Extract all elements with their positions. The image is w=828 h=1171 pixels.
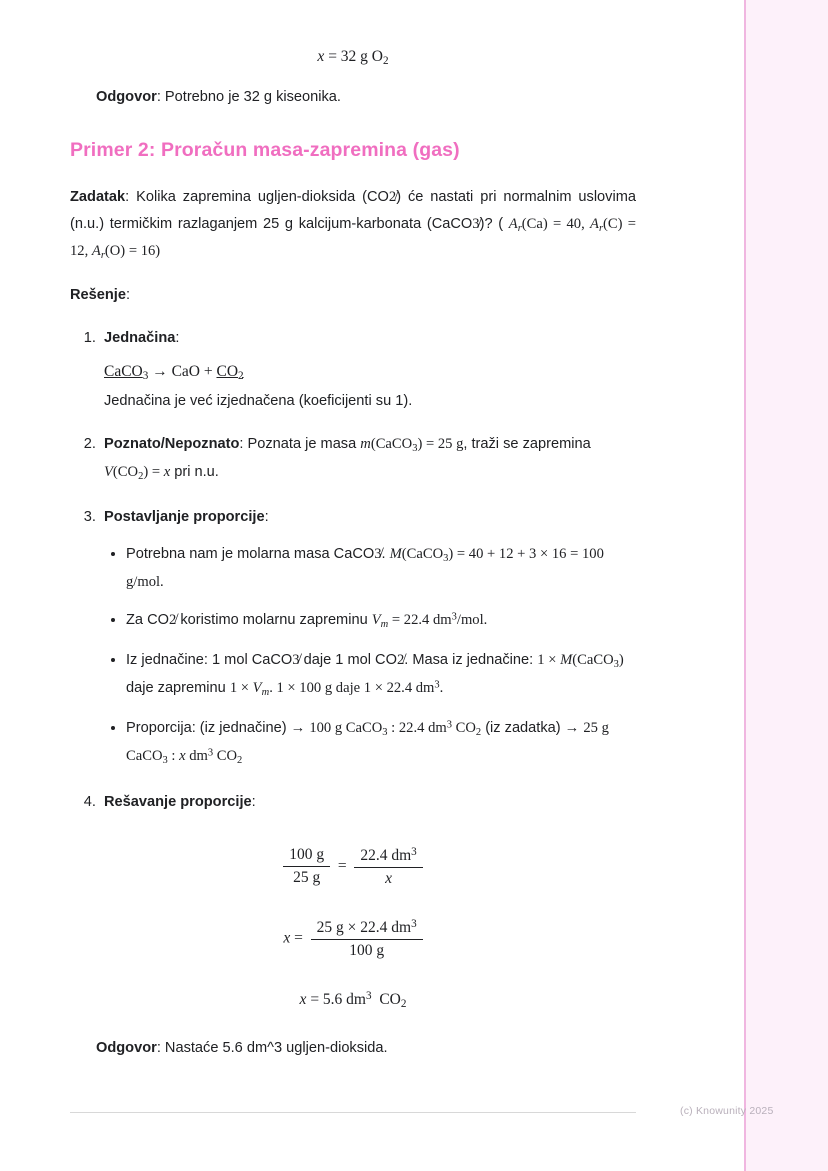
step-3-title: Postavljanje proporcije	[104, 509, 265, 526]
bullet-molar-mass: • Potrebna nam je molarna masa CaCO3̸. M(CaCO$_3$) = 40 + 12 + 3 × 16 = 100 g/mol.	[126, 541, 636, 595]
task-label: Zadatak	[70, 189, 126, 206]
task-constants: $A_r(Ca) = 40$, $A_r(C) = 12$, $A_r(O) = 16$)	[70, 216, 636, 262]
answer-previous-label: Odgovor	[96, 89, 157, 106]
decorative-right-strip	[744, 0, 828, 1171]
step-equation: 1. Jednačina: CaCO$_3$ → CaO + $CO_2$ Jednačina je već izjednačena (koeficijenti su 1).	[100, 325, 636, 414]
solution-label: Rešenje	[70, 286, 126, 303]
step-1-title: Jednačina	[104, 329, 176, 346]
step-1-equation: CaCO$_3$ → CaO + $CO_2$	[104, 362, 244, 382]
step-3-bullets	[104, 541, 636, 770]
copyright-notice: (c) Knowunity 2025	[680, 1105, 774, 1117]
document-content	[70, 36, 636, 1056]
equation-proportion: $\frac{100 g}{25 g}$ = $\frac{22.4 dm^3}{x}$	[70, 846, 636, 888]
step-solving-proportion: 4. Rešavanje proporcije:	[100, 789, 636, 816]
step-2-title: Poznato/Nepoznato	[104, 436, 240, 453]
answer-final-text: : Nastaće 5.6 dm^3 ugljen-dioksida.	[156, 1039, 388, 1056]
solution-label-paragraph: Rešenje:	[70, 286, 131, 303]
task-text: : Kolika zapremina ugljen-dioksida (CO2̸) će nastati pri normalnim uslovima (n.u.) termičkim razlaganjem 25 g kalcijum-karbonata (CaCO3̸)? (	[70, 189, 636, 233]
step-1-note: Jednačina je već izjednačena (koeficijenti su 1).	[104, 392, 413, 409]
answer-final	[96, 1040, 636, 1056]
section-title: Primer 2: Proračun masa-zapremina (gas)	[70, 139, 460, 162]
bullet-molar-volume: • Za CO2̸ koristimo molarnu zapreminu $V_m = 22.4$ $dm^3$/mol.	[126, 607, 636, 635]
solution-steps	[70, 325, 636, 816]
equation-result: x = 5.6 $dm^3$ $CO_2$	[299, 989, 407, 1010]
answer-previous	[96, 89, 636, 105]
equation-solve-x: x = $\frac{25 g \times 22.4 dm^3}{100 g}$	[70, 918, 636, 960]
bullet-from-equation: • Iz jednačine: 1 mol CaCO3̸ daje 1 mol CO2̸. Masa iz jednačine: 1 × M(CaCO$_3$) daje zapreminu $1 \times V_m$. 1 × 100 g daje 1 × 22.4 $dm^3$.	[126, 647, 636, 703]
top-equation: x = 32 g $O_2$	[317, 48, 389, 68]
task-paragraph	[70, 184, 636, 266]
bullet-proportion: • Proporcija: (iz jednačine) → 100 g CaCO$_3$ : 22.4 $dm^3$ $CO_2$ (iz zadatka) → 25 g CaCO$_3$ : x $dm^3$ $CO_2$	[126, 715, 636, 771]
step-proportion-setup: 3. Postavljanje proporcije: • Potrebna nam je molarna masa CaCO3̸. M(CaCO$_3$) = 40 + 12 + 3 × 16 = 100 g/mol. • Za CO2̸ koristimo molarnu zapreminu $V_m = 22.4$ $dm^3$/mol. • Iz jednačine: 1 mol CaCO3̸ daje 1 mol CO2̸. Masa iz jednačine: 1 × M(CaCO$_3$) daje zapreminu $1 \times V_m$. 1 × 100 g daje 1 × 22.4 $dm^3$. • Proporcija: (iz jednačine) → 100 g CaCO$_3$ : 22.4 $dm^3$ $CO_2$ (iz zadatka) → 25 g CaCO$_3$ : x $dm^3$ $CO_2$	[100, 504, 636, 770]
step-4-title: Rešavanje proporcije	[104, 793, 252, 810]
answer-final-label: Odgovor	[96, 1039, 157, 1056]
step-known-unknown: 2. Poznato/Nepoznato: Poznata je masa m(CaCO$_3$) = 25 g, traži se zapremina $V(CO_2) = x$ pri n.u.	[100, 431, 636, 486]
answer-previous-text: : Potrebno je 32 g kiseonika.	[156, 89, 341, 106]
footer-divider	[70, 1112, 636, 1113]
